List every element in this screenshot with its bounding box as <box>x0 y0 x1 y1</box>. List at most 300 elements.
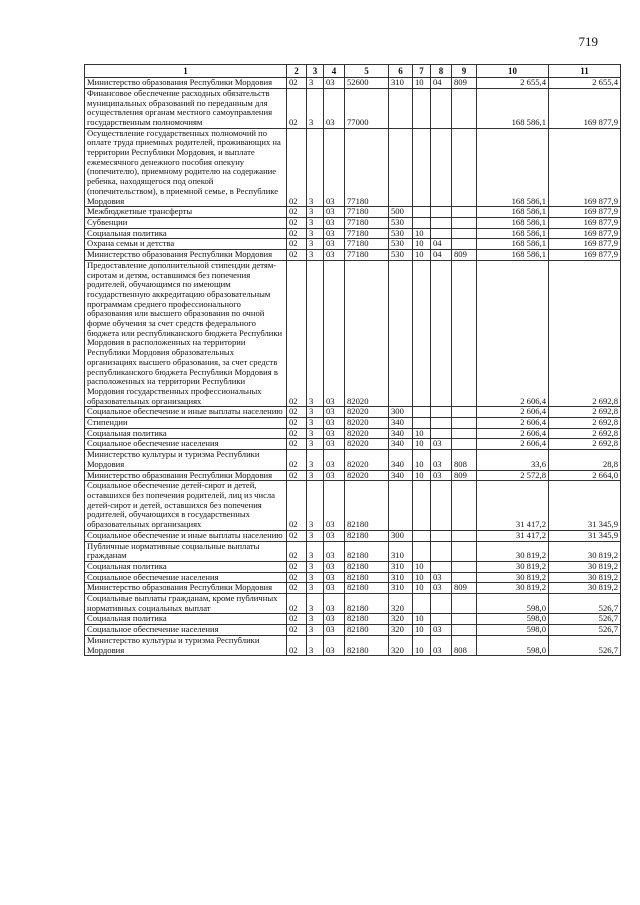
code-cell: 77180 <box>345 128 389 207</box>
code-cell: 340 <box>389 439 413 450</box>
code-cell: 03 <box>324 635 345 655</box>
row-name-cell: Предоставление дополнительной стипендии детям-сиротам и детям, оставшимся без попечения родителей, обучающимся по имеющим государственную аккредитацию образовательным программам среднего профессионального образования или высшего образования по очной форме обучения за счет средств федерального бюджета или республиканского бюджета Республики Мордовия в расположенных на территории Республики Мордовия образовательных организациях высшего образования, за счет средств республиканского бюджета Республики Мордовия в расположенных на территории Республики Мордовия государственных профессиональных образовательных организациях <box>85 260 287 407</box>
code-cell: 03 <box>324 218 345 229</box>
table-row <box>85 635 621 655</box>
code-cell: 3 <box>307 228 324 239</box>
row-name-cell: Социальное обеспечение и иные выплаты населению <box>85 530 287 541</box>
code-cell: 3 <box>307 407 324 418</box>
row-name-cell: Публичные нормативные социальные выплаты гражданам <box>85 541 287 561</box>
code-cell: 3 <box>307 239 324 250</box>
code-cell: 3 <box>307 218 324 229</box>
amount-cell: 2 692,8 <box>549 428 621 439</box>
code-cell <box>452 407 477 418</box>
code-cell: 10 <box>413 635 431 655</box>
code-cell <box>413 541 431 561</box>
table-row <box>85 78 621 89</box>
code-cell: 02 <box>287 239 307 250</box>
column-header: 4 <box>324 65 345 78</box>
amount-cell: 30 819,2 <box>549 572 621 583</box>
amount-cell: 169 877,9 <box>549 228 621 239</box>
code-cell <box>413 88 431 128</box>
code-cell: 808 <box>452 450 477 470</box>
column-header: 9 <box>452 65 477 78</box>
code-cell <box>413 260 431 407</box>
code-cell: 03 <box>324 407 345 418</box>
row-name-cell: Министерство образования Республики Мордовия <box>85 583 287 594</box>
table-row <box>85 407 621 418</box>
code-cell: 10 <box>413 450 431 470</box>
row-name-cell: Министерство образования Республики Мордовия <box>85 250 287 261</box>
amount-cell: 30 819,2 <box>477 583 549 594</box>
code-cell: 300 <box>389 407 413 418</box>
row-name-cell: Социальное обеспечение и иные выплаты населению <box>85 407 287 418</box>
budget-table <box>84 64 621 656</box>
code-cell <box>413 418 431 429</box>
code-cell: 3 <box>307 530 324 541</box>
code-cell <box>431 614 452 625</box>
code-cell: 340 <box>389 428 413 439</box>
row-name-cell: Социальные выплаты гражданам, кроме публичных нормативных социальных выплат <box>85 594 287 614</box>
code-cell <box>452 594 477 614</box>
table-row <box>85 450 621 470</box>
amount-cell: 31 345,9 <box>549 530 621 541</box>
code-cell: 10 <box>413 78 431 89</box>
code-cell: 10 <box>413 439 431 450</box>
code-cell: 82020 <box>345 260 389 407</box>
code-cell: 02 <box>287 594 307 614</box>
code-cell: 02 <box>287 260 307 407</box>
amount-cell: 2 606,4 <box>477 418 549 429</box>
row-name-cell: Министерство образования Республики Мордовия <box>85 470 287 481</box>
code-cell: 02 <box>287 541 307 561</box>
table-row <box>85 625 621 636</box>
column-header: 3 <box>307 65 324 78</box>
row-name-cell: Социальное обеспечение детей-сирот и детей, оставшихся без попечения родителей, лиц из числа детей-сирот и детей, оставшихся без попечения родителей, обучающихся в государственных образовательных организациях <box>85 481 287 531</box>
code-cell <box>413 530 431 541</box>
amount-cell: 2 655,4 <box>549 78 621 89</box>
amount-cell: 526,7 <box>549 635 621 655</box>
amount-cell: 2 606,4 <box>477 260 549 407</box>
code-cell: 310 <box>389 583 413 594</box>
amount-cell: 169 877,9 <box>549 128 621 207</box>
code-cell: 03 <box>324 418 345 429</box>
code-cell <box>413 128 431 207</box>
code-cell: 10 <box>413 572 431 583</box>
code-cell: 03 <box>324 207 345 218</box>
row-name-cell: Социальное обеспечение населения <box>85 625 287 636</box>
code-cell <box>431 88 452 128</box>
code-cell: 02 <box>287 530 307 541</box>
code-cell: 320 <box>389 594 413 614</box>
code-cell: 03 <box>431 625 452 636</box>
code-cell: 10 <box>413 228 431 239</box>
amount-cell: 30 819,2 <box>549 561 621 572</box>
code-cell: 82020 <box>345 428 389 439</box>
code-cell: 320 <box>389 635 413 655</box>
amount-cell: 30 819,2 <box>549 541 621 561</box>
code-cell: 3 <box>307 583 324 594</box>
code-cell: 03 <box>324 450 345 470</box>
amount-cell: 2 692,8 <box>549 260 621 407</box>
code-cell: 04 <box>431 250 452 261</box>
table-row <box>85 614 621 625</box>
amount-cell: 2 692,8 <box>549 439 621 450</box>
amount-cell: 31 345,9 <box>549 481 621 531</box>
code-cell: 3 <box>307 260 324 407</box>
code-cell: 03 <box>431 439 452 450</box>
row-name-cell: Социальная политика <box>85 561 287 572</box>
code-cell: 530 <box>389 218 413 229</box>
row-name-cell: Финансовое обеспечение расходных обязательств муниципальных образований по переданным для осуществления органам местного самоуправления государственным полномочиям <box>85 88 287 128</box>
code-cell: 77180 <box>345 239 389 250</box>
code-cell: 03 <box>324 260 345 407</box>
code-cell: 03 <box>324 250 345 261</box>
code-cell: 3 <box>307 128 324 207</box>
code-cell <box>431 481 452 531</box>
code-cell <box>431 561 452 572</box>
code-cell <box>389 481 413 531</box>
amount-cell: 2 655,4 <box>477 78 549 89</box>
code-cell: 04 <box>431 78 452 89</box>
amount-cell: 169 877,9 <box>549 250 621 261</box>
code-cell: 02 <box>287 450 307 470</box>
row-name-cell: Министерство культуры и туризма Республики Мордовия <box>85 635 287 655</box>
code-cell: 03 <box>324 439 345 450</box>
code-cell <box>452 418 477 429</box>
code-cell <box>431 207 452 218</box>
amount-cell: 2 572,8 <box>477 470 549 481</box>
code-cell: 340 <box>389 470 413 481</box>
code-cell: 3 <box>307 428 324 439</box>
amount-cell: 30 819,2 <box>477 561 549 572</box>
code-cell <box>431 541 452 561</box>
code-cell: 77180 <box>345 207 389 218</box>
code-cell: 82180 <box>345 530 389 541</box>
table-row <box>85 594 621 614</box>
code-cell: 10 <box>413 583 431 594</box>
row-name-cell: Осуществление государственных полномочий по оплате труда приемных родителей, проживающих на территории Республики Мордовия, и выплате ежемесячного денежного пособия опекуну (попечителю), приемному родителю на содержание ребенка, находящегося под опекой (попечительством), в приемной семье, в Республике Мордовия <box>85 128 287 207</box>
code-cell: 03 <box>324 228 345 239</box>
code-cell: 3 <box>307 561 324 572</box>
code-cell: 03 <box>324 614 345 625</box>
code-cell: 82020 <box>345 407 389 418</box>
code-cell: 530 <box>389 239 413 250</box>
code-cell: 82180 <box>345 583 389 594</box>
amount-cell: 28,8 <box>549 450 621 470</box>
code-cell <box>431 218 452 229</box>
code-cell: 02 <box>287 88 307 128</box>
code-cell <box>431 260 452 407</box>
amount-cell: 168 586,1 <box>477 228 549 239</box>
column-header: 2 <box>287 65 307 78</box>
code-cell: 82180 <box>345 625 389 636</box>
page-number: 719 <box>578 34 598 49</box>
row-name-cell: Межбюджетные трансферты <box>85 207 287 218</box>
code-cell <box>452 541 477 561</box>
code-cell: 77180 <box>345 228 389 239</box>
code-cell: 340 <box>389 450 413 470</box>
code-cell: 10 <box>413 614 431 625</box>
code-cell: 310 <box>389 541 413 561</box>
code-cell: 809 <box>452 250 477 261</box>
code-cell <box>452 572 477 583</box>
code-cell: 10 <box>413 625 431 636</box>
code-cell <box>389 260 413 407</box>
code-cell: 3 <box>307 470 324 481</box>
amount-cell: 30 819,2 <box>549 583 621 594</box>
code-cell: 809 <box>452 78 477 89</box>
code-cell: 808 <box>452 635 477 655</box>
amount-cell: 2 606,4 <box>477 407 549 418</box>
table-header-row <box>85 65 621 78</box>
row-name-cell: Социальное обеспечение населения <box>85 439 287 450</box>
table-row <box>85 572 621 583</box>
code-cell: 03 <box>324 470 345 481</box>
code-cell: 02 <box>287 583 307 594</box>
row-name-cell: Социальная политика <box>85 614 287 625</box>
code-cell: 77180 <box>345 218 389 229</box>
table-row <box>85 439 621 450</box>
column-header: 7 <box>413 65 431 78</box>
code-cell <box>452 530 477 541</box>
code-cell <box>452 625 477 636</box>
amount-cell: 31 417,2 <box>477 481 549 531</box>
code-cell <box>431 418 452 429</box>
amount-cell: 168 586,1 <box>477 207 549 218</box>
code-cell: 77180 <box>345 250 389 261</box>
code-cell: 310 <box>389 78 413 89</box>
code-cell: 3 <box>307 625 324 636</box>
amount-cell: 598,0 <box>477 614 549 625</box>
code-cell: 52600 <box>345 78 389 89</box>
column-header: 6 <box>389 65 413 78</box>
code-cell: 77000 <box>345 88 389 128</box>
code-cell: 03 <box>431 635 452 655</box>
table-row <box>85 583 621 594</box>
code-cell: 310 <box>389 561 413 572</box>
amount-cell: 598,0 <box>477 594 549 614</box>
code-cell: 3 <box>307 250 324 261</box>
code-cell: 320 <box>389 625 413 636</box>
amount-cell: 168 586,1 <box>477 218 549 229</box>
code-cell <box>452 218 477 229</box>
code-cell: 3 <box>307 481 324 531</box>
code-cell: 82020 <box>345 418 389 429</box>
code-cell <box>389 128 413 207</box>
code-cell: 82020 <box>345 470 389 481</box>
code-cell <box>452 614 477 625</box>
amount-cell: 168 586,1 <box>477 128 549 207</box>
code-cell: 02 <box>287 407 307 418</box>
column-header: 8 <box>431 65 452 78</box>
row-name-cell: Охрана семьи и детства <box>85 239 287 250</box>
code-cell <box>413 407 431 418</box>
code-cell: 82020 <box>345 450 389 470</box>
code-cell: 3 <box>307 594 324 614</box>
code-cell: 809 <box>452 470 477 481</box>
column-header: 11 <box>549 65 621 78</box>
code-cell: 03 <box>324 530 345 541</box>
code-cell <box>452 239 477 250</box>
code-cell: 03 <box>324 481 345 531</box>
code-cell <box>452 88 477 128</box>
amount-cell: 2 606,4 <box>477 439 549 450</box>
code-cell <box>431 128 452 207</box>
code-cell <box>413 594 431 614</box>
code-cell: 02 <box>287 470 307 481</box>
row-name-cell: Социальная политика <box>85 428 287 439</box>
code-cell: 3 <box>307 541 324 561</box>
amount-cell: 168 586,1 <box>477 250 549 261</box>
amount-cell: 598,0 <box>477 635 549 655</box>
code-cell <box>431 228 452 239</box>
code-cell <box>452 207 477 218</box>
amount-cell: 598,0 <box>477 625 549 636</box>
code-cell <box>452 439 477 450</box>
code-cell: 03 <box>324 428 345 439</box>
code-cell: 82180 <box>345 614 389 625</box>
code-cell: 02 <box>287 428 307 439</box>
code-cell: 03 <box>324 583 345 594</box>
code-cell: 10 <box>413 428 431 439</box>
row-name-cell: Министерство культуры и туризма Республики Мордовия <box>85 450 287 470</box>
code-cell: 82180 <box>345 481 389 531</box>
code-cell <box>452 561 477 572</box>
code-cell <box>452 260 477 407</box>
code-cell: 3 <box>307 418 324 429</box>
row-name-cell: Социальная политика <box>85 228 287 239</box>
code-cell: 02 <box>287 78 307 89</box>
amount-cell: 2 692,8 <box>549 407 621 418</box>
code-cell <box>413 207 431 218</box>
code-cell: 03 <box>324 561 345 572</box>
amount-cell: 33,6 <box>477 450 549 470</box>
code-cell: 500 <box>389 207 413 218</box>
code-cell: 809 <box>452 583 477 594</box>
table-row <box>85 128 621 207</box>
code-cell: 320 <box>389 614 413 625</box>
code-cell: 02 <box>287 207 307 218</box>
table-row <box>85 207 621 218</box>
table-row <box>85 88 621 128</box>
code-cell: 02 <box>287 250 307 261</box>
amount-cell: 30 819,2 <box>477 541 549 561</box>
code-cell: 3 <box>307 88 324 128</box>
code-cell: 02 <box>287 561 307 572</box>
amount-cell: 2 692,8 <box>549 418 621 429</box>
code-cell: 82180 <box>345 594 389 614</box>
code-cell: 10 <box>413 239 431 250</box>
code-cell: 3 <box>307 439 324 450</box>
column-header: 1 <box>85 65 287 78</box>
amount-cell: 526,7 <box>549 625 621 636</box>
amount-cell: 526,7 <box>549 614 621 625</box>
code-cell: 03 <box>431 572 452 583</box>
table-row <box>85 530 621 541</box>
amount-cell: 169 877,9 <box>549 88 621 128</box>
code-cell: 02 <box>287 228 307 239</box>
code-cell <box>413 481 431 531</box>
row-name-cell: Министерство образования Республики Мордовия <box>85 78 287 89</box>
amount-cell: 31 417,2 <box>477 530 549 541</box>
code-cell: 03 <box>431 583 452 594</box>
code-cell: 02 <box>287 439 307 450</box>
code-cell: 3 <box>307 207 324 218</box>
code-cell: 03 <box>431 470 452 481</box>
row-name-cell: Социальное обеспечение населения <box>85 572 287 583</box>
code-cell <box>452 228 477 239</box>
code-cell: 03 <box>324 541 345 561</box>
code-cell: 3 <box>307 635 324 655</box>
code-cell: 03 <box>431 450 452 470</box>
code-cell: 03 <box>324 239 345 250</box>
code-cell: 530 <box>389 228 413 239</box>
table-row <box>85 541 621 561</box>
table-row <box>85 470 621 481</box>
code-cell: 82180 <box>345 541 389 561</box>
code-cell <box>431 530 452 541</box>
code-cell: 03 <box>324 88 345 128</box>
code-cell: 02 <box>287 128 307 207</box>
code-cell: 02 <box>287 572 307 583</box>
code-cell: 340 <box>389 418 413 429</box>
code-cell: 82180 <box>345 561 389 572</box>
code-cell: 03 <box>324 128 345 207</box>
code-cell: 10 <box>413 470 431 481</box>
amount-cell: 2 664,0 <box>549 470 621 481</box>
amount-cell: 169 877,9 <box>549 218 621 229</box>
row-name-cell: Субвенции <box>85 218 287 229</box>
code-cell: 03 <box>324 594 345 614</box>
code-cell: 310 <box>389 572 413 583</box>
code-cell: 02 <box>287 218 307 229</box>
code-cell: 02 <box>287 481 307 531</box>
table-row <box>85 428 621 439</box>
code-cell: 82180 <box>345 635 389 655</box>
table-row <box>85 561 621 572</box>
code-cell <box>452 428 477 439</box>
code-cell: 82020 <box>345 439 389 450</box>
code-cell: 82180 <box>345 572 389 583</box>
code-cell <box>452 481 477 531</box>
code-cell: 530 <box>389 250 413 261</box>
code-cell: 02 <box>287 625 307 636</box>
code-cell <box>431 594 452 614</box>
table-row <box>85 260 621 407</box>
code-cell: 3 <box>307 614 324 625</box>
code-cell: 02 <box>287 635 307 655</box>
code-cell: 10 <box>413 250 431 261</box>
code-cell: 02 <box>287 614 307 625</box>
table-row <box>85 218 621 229</box>
code-cell: 3 <box>307 78 324 89</box>
column-header: 10 <box>477 65 549 78</box>
table-row <box>85 250 621 261</box>
amount-cell: 2 606,4 <box>477 428 549 439</box>
code-cell: 3 <box>307 572 324 583</box>
code-cell <box>413 218 431 229</box>
code-cell: 04 <box>431 239 452 250</box>
code-cell: 03 <box>324 625 345 636</box>
table-row <box>85 228 621 239</box>
code-cell <box>431 407 452 418</box>
code-cell <box>452 128 477 207</box>
code-cell: 3 <box>307 450 324 470</box>
table-row <box>85 481 621 531</box>
amount-cell: 526,7 <box>549 594 621 614</box>
column-header: 5 <box>345 65 389 78</box>
code-cell: 02 <box>287 418 307 429</box>
